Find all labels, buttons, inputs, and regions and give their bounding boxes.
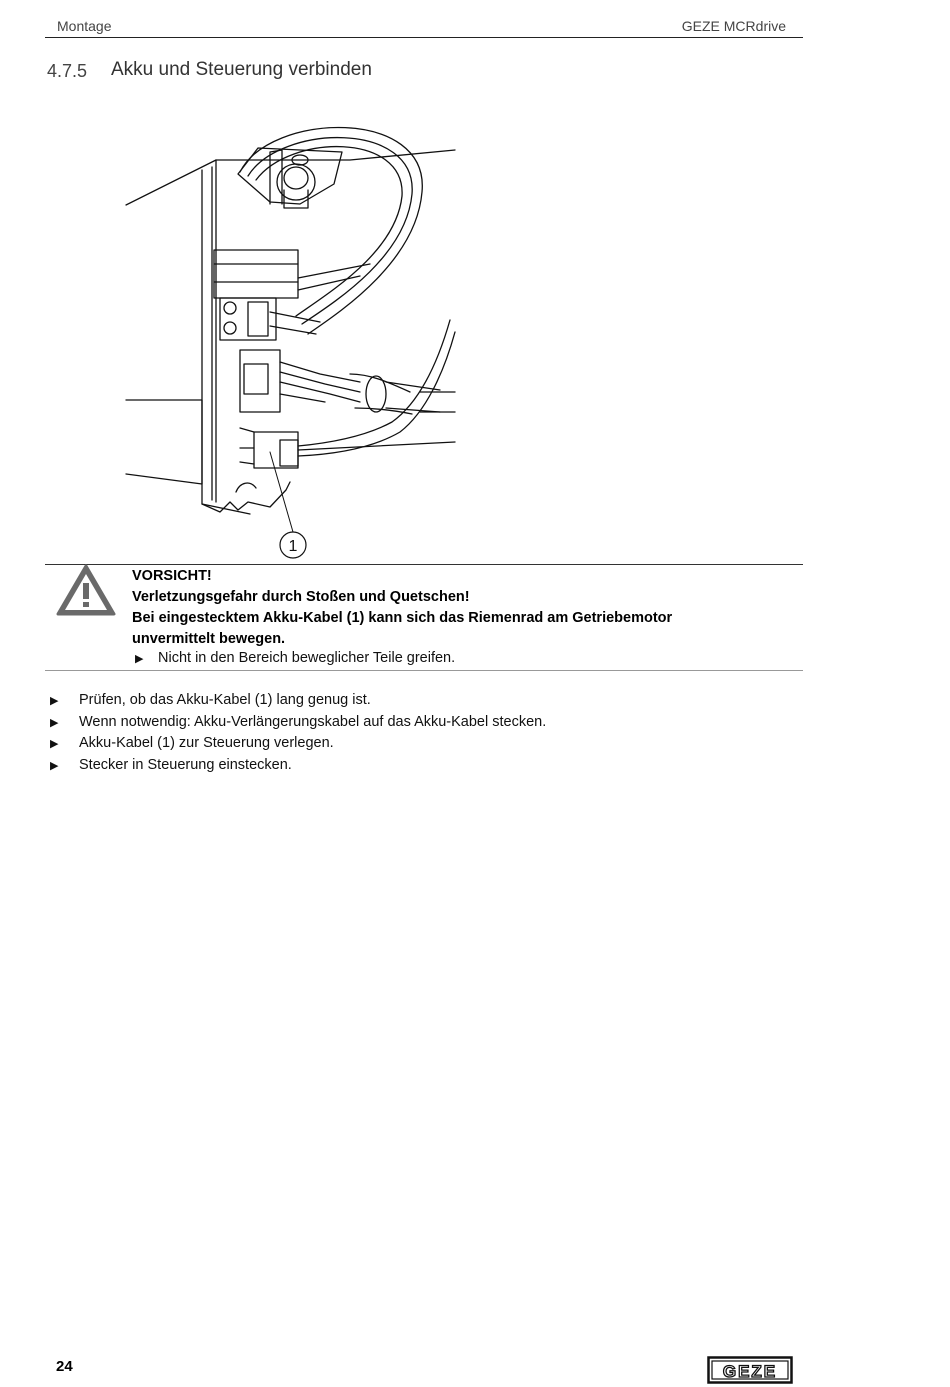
running-header-product: GEZE MCRdrive (681, 18, 786, 34)
bullet-triangle-icon: ▶ (50, 716, 59, 729)
section-number: 4.7.5 (47, 61, 88, 81)
list-item: ▶ Wenn notwendig: Akku-Verlängerungskabel auf das Akku-Kabel stecken. (50, 712, 546, 734)
warning-consequence-line1: Bei eingestecktem Akku-Kabel (1) kann sich das Riemenrad am Getriebemotor (132, 610, 673, 626)
bullet-triangle-icon: ▶ (135, 653, 144, 665)
installation-illustration (120, 112, 460, 567)
warning-signal-word: VORSICHT! (132, 568, 212, 584)
warning-bottom-rule (45, 670, 803, 671)
geze-logo (707, 1356, 793, 1384)
section-title: Akku und Steuerung verbinden (111, 59, 372, 80)
svg-text:GEZE: GEZE (722, 1362, 778, 1381)
warning-action-text: Nicht in den Bereich beweglicher Teile greifen. (158, 650, 456, 666)
warning-hazard: Verletzungsgefahr durch Stoßen und Quetschen! (132, 589, 470, 605)
running-header-section: Montage (57, 18, 112, 34)
figure-callout-1: 1 (288, 538, 298, 555)
warning-consequence-line2: unvermittelt bewegen. (132, 631, 286, 647)
bullet-triangle-icon: ▶ (50, 759, 59, 772)
warning-action (135, 650, 455, 666)
bullet-triangle-icon: ▶ (50, 738, 59, 750)
page-number: 24 (56, 1358, 73, 1375)
warning-top-rule (45, 564, 803, 565)
instruction-list (50, 690, 546, 776)
bullet-triangle-icon: ▶ (50, 695, 59, 707)
list-item: ▶ Prüfen, ob das Akku-Kabel (1) lang genug ist. (50, 690, 546, 712)
list-item: ▶ Stecker in Steuerung einstecken. (50, 755, 546, 777)
header-rule (45, 37, 803, 38)
list-item: ▶ Akku-Kabel (1) zur Steuerung verlegen. (50, 733, 546, 755)
warning-triangle-icon (55, 563, 117, 617)
